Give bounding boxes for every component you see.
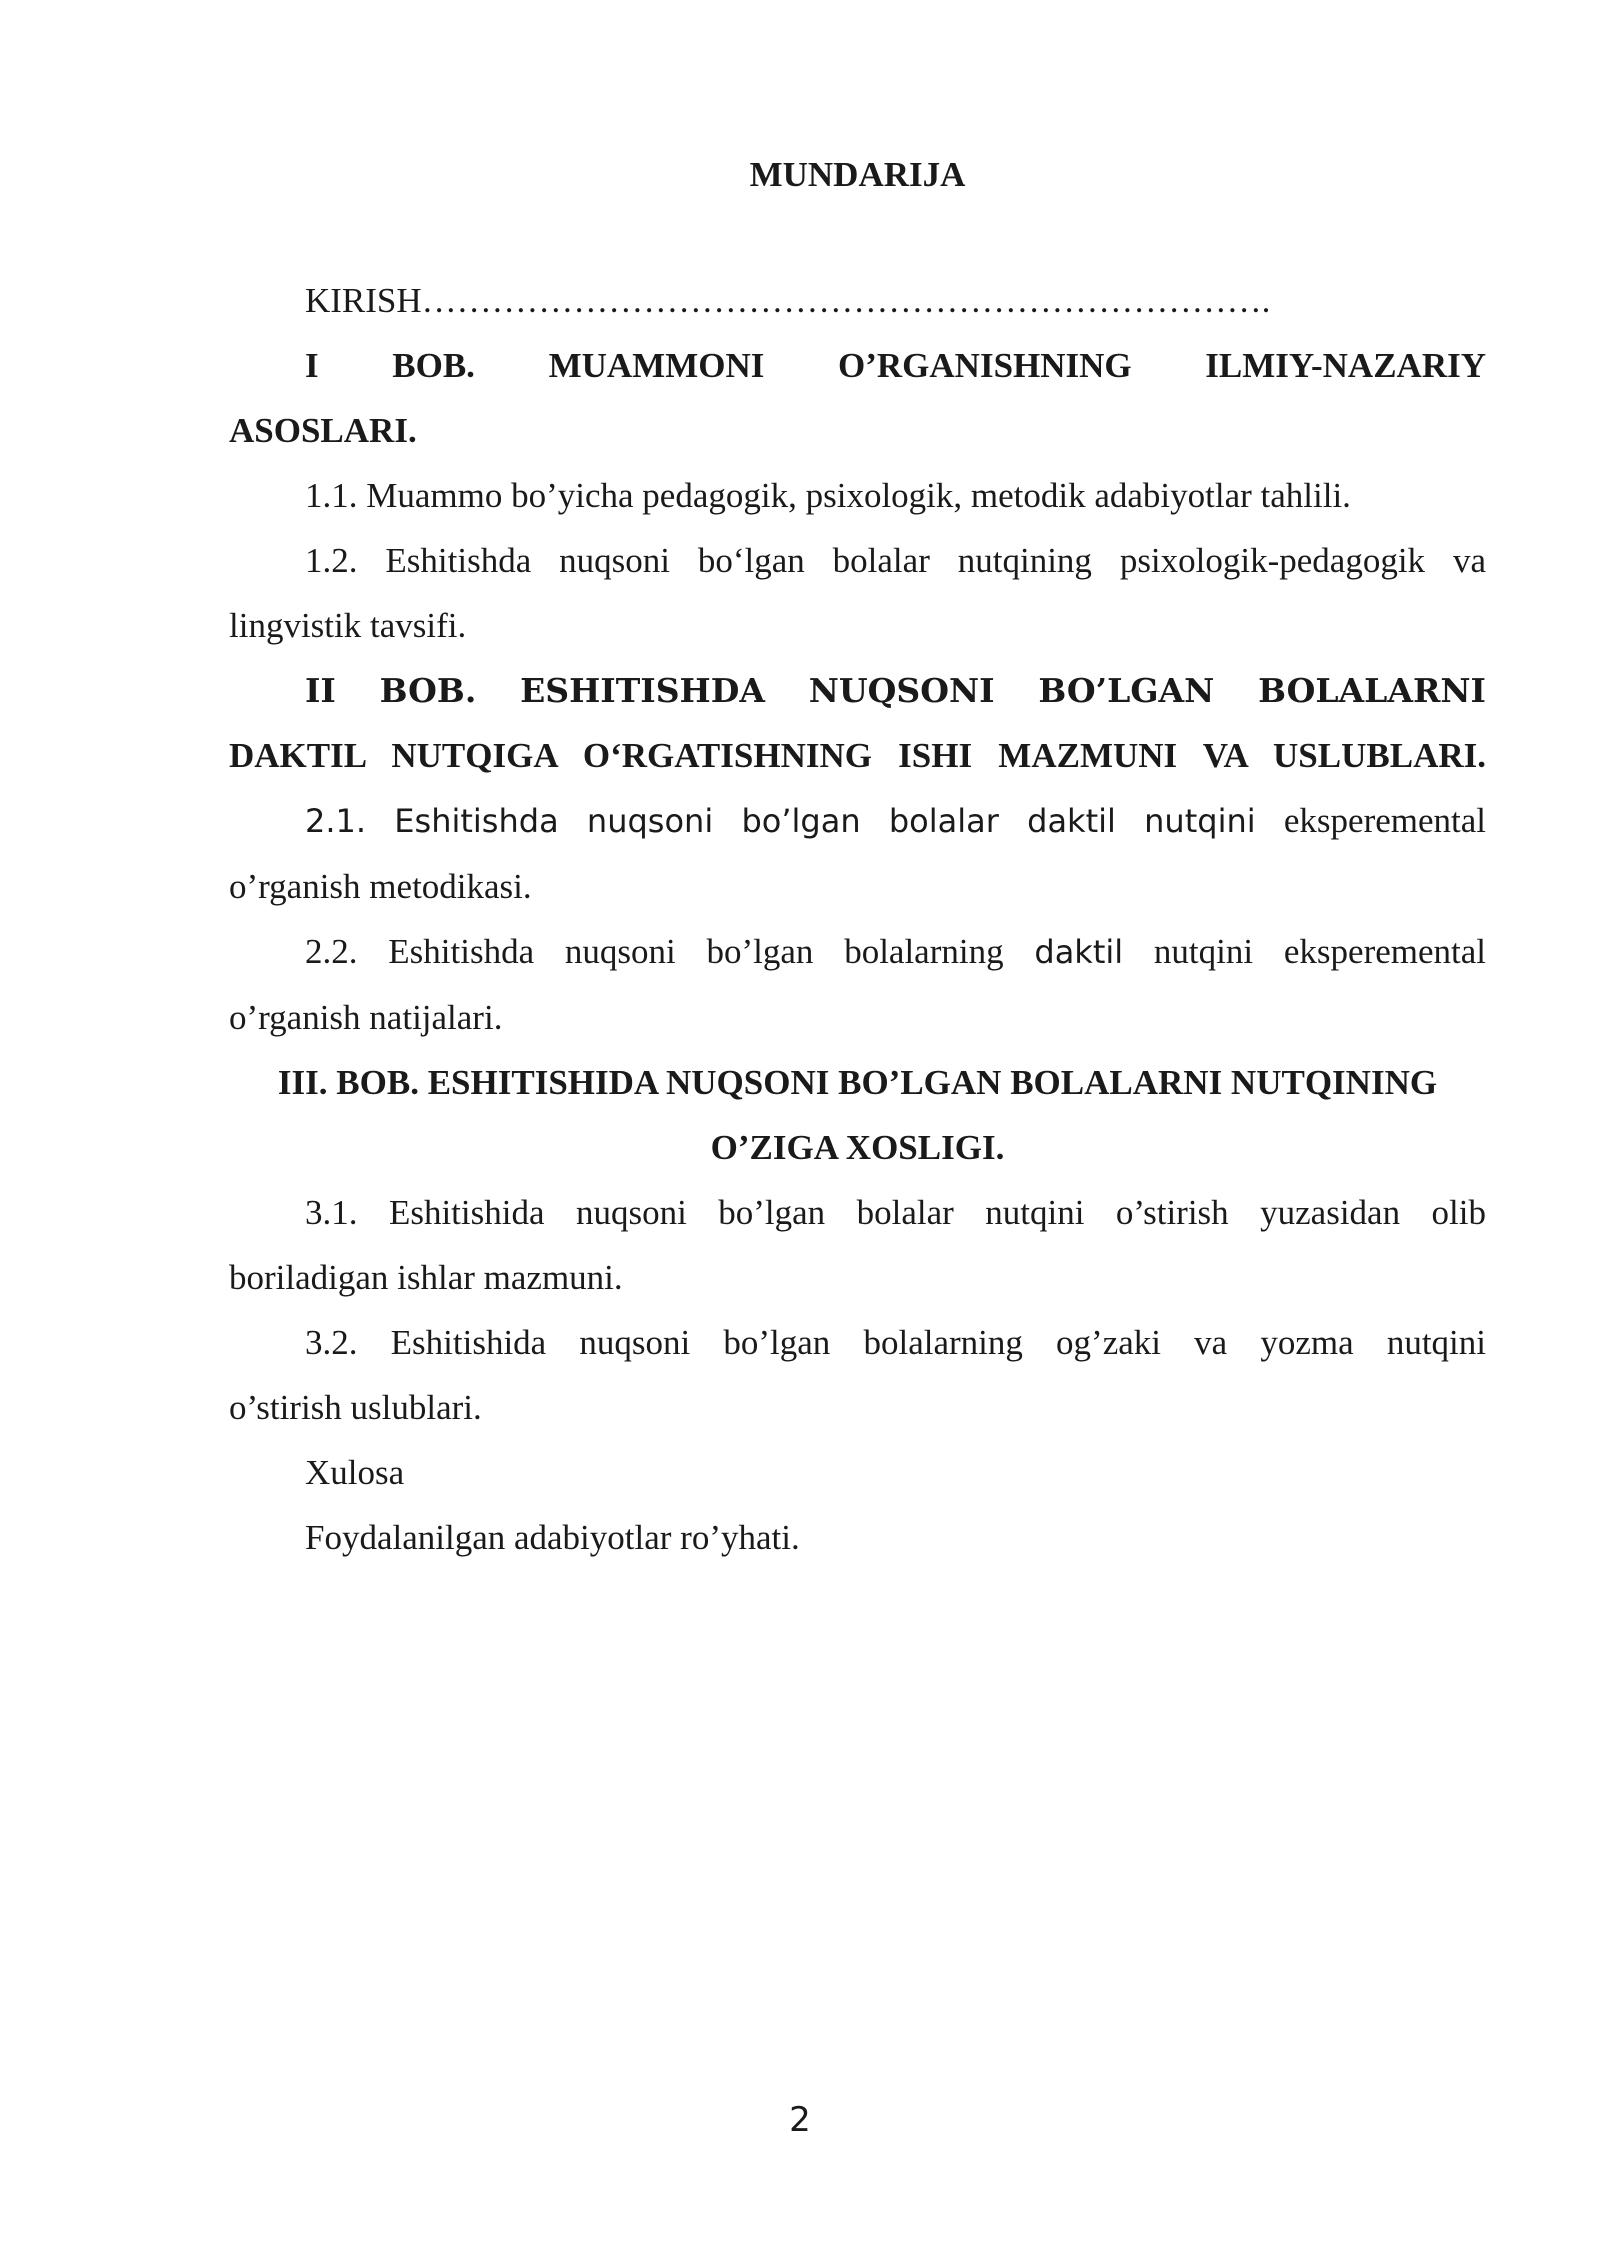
toc-entry-text: KIRISH………………………………………………………………. [305, 281, 1271, 320]
toc-entry-text: Foydalanilgan adabiyotlar ro’yhati. [305, 1518, 800, 1557]
toc-entry-2-1-line-2[interactable] [229, 854, 1486, 919]
toc-entry-1-2-line-1[interactable] [229, 528, 1486, 593]
toc-entry-bibliography[interactable] [229, 1505, 1486, 1570]
toc-entry-text: ASOSLARI. [229, 411, 417, 450]
toc-entry-text: II BOB. ESHITISHDA NUQSONI BO’LGAN BOLALARNI [305, 671, 1486, 710]
toc-entry-text: o’rganish natijalari. [229, 998, 503, 1037]
toc-entry-3-1-line-1[interactable] [229, 1180, 1486, 1245]
toc-entry-text: O’ZIGA XOSLIGI. [710, 1128, 1005, 1167]
toc-entry-text: 2.1. Eshitishda nuqsoni bo’lgan bolalar daktil nutqini [305, 802, 1284, 840]
toc-entry-text: 3.2. Eshitishida nuqsoni bo’lgan bolalarning og’zaki va yozma nutqini [305, 1323, 1486, 1362]
toc-entry-xulosa[interactable] [229, 1440, 1486, 1505]
toc-chapter-1-line-1[interactable] [229, 333, 1486, 398]
toc-entry-text: 1.2. Eshitishda nuqsoni bo‘lgan bolalar nutqining psixologik-pedagogik va [305, 541, 1486, 580]
toc-entry-3-2-line-1[interactable] [229, 1310, 1486, 1375]
toc-entry-2-2-line-1[interactable] [229, 919, 1486, 985]
toc-entry-kirish[interactable] [229, 268, 1486, 333]
toc-entry-text: eksperemental [1283, 801, 1486, 840]
toc-entry-1-1[interactable] [229, 463, 1486, 528]
toc-entry-text: 2.2. Eshitishda nuqsoni bo’lgan bolalarning [305, 932, 1035, 971]
table-of-contents [229, 145, 1486, 1570]
toc-entry-2-1-line-1[interactable] [229, 788, 1486, 854]
toc-entry-text: o’stirish uslublari. [229, 1388, 482, 1427]
toc-entry-3-1-line-2[interactable] [229, 1245, 1486, 1310]
toc-entry-text: Xulosa [305, 1453, 405, 1492]
toc-entry-text: lingvistik tavsifi. [229, 606, 467, 645]
toc-entry-text: daktil [1034, 933, 1124, 971]
toc-entry-1-2-line-2[interactable] [229, 593, 1486, 658]
toc-entry-text: DAKTIL NUTQIGA O‘RGATISHNING ISHI MAZMUNI VA USLUBLARI. [229, 736, 1486, 775]
page-number: 2 [789, 2100, 811, 2140]
toc-entry-2-2-line-2[interactable] [229, 985, 1486, 1050]
toc-chapter-2-line-1[interactable] [229, 658, 1486, 723]
toc-entry-3-2-line-2[interactable] [229, 1375, 1486, 1440]
toc-entry-text: o’rganish metodikasi. [229, 867, 532, 906]
toc-chapter-3-line-1[interactable] [229, 1050, 1486, 1115]
toc-entry-text: I BOB. MUAMMONI O’RGANISHNING ILMIY-NAZARIY [305, 346, 1486, 385]
toc-chapter-1-line-2[interactable] [229, 398, 1486, 463]
toc-entry-text: nutqini eksperemental [1123, 932, 1487, 971]
toc-entry-text: 1.1. Muammo bo’yicha pedagogik, psixologik, metodik adabiyotlar tahlili. [305, 476, 1351, 515]
toc-entry-text: III. BOB. ESHITISHIDA NUQSONI BO’LGAN BOLALARNI NUTQINING [277, 1063, 1438, 1102]
toc-chapter-3-line-2[interactable] [229, 1115, 1486, 1180]
toc-entry-text: boriladigan ishlar mazmuni. [229, 1258, 623, 1297]
page-title: MUNDARIJA [749, 155, 966, 194]
toc-entry-text: 3.1. Eshitishida nuqsoni bo’lgan bolalar nutqini o’stirish yuzasidan olib [305, 1193, 1486, 1232]
toc-chapter-2-line-2[interactable] [229, 723, 1486, 788]
